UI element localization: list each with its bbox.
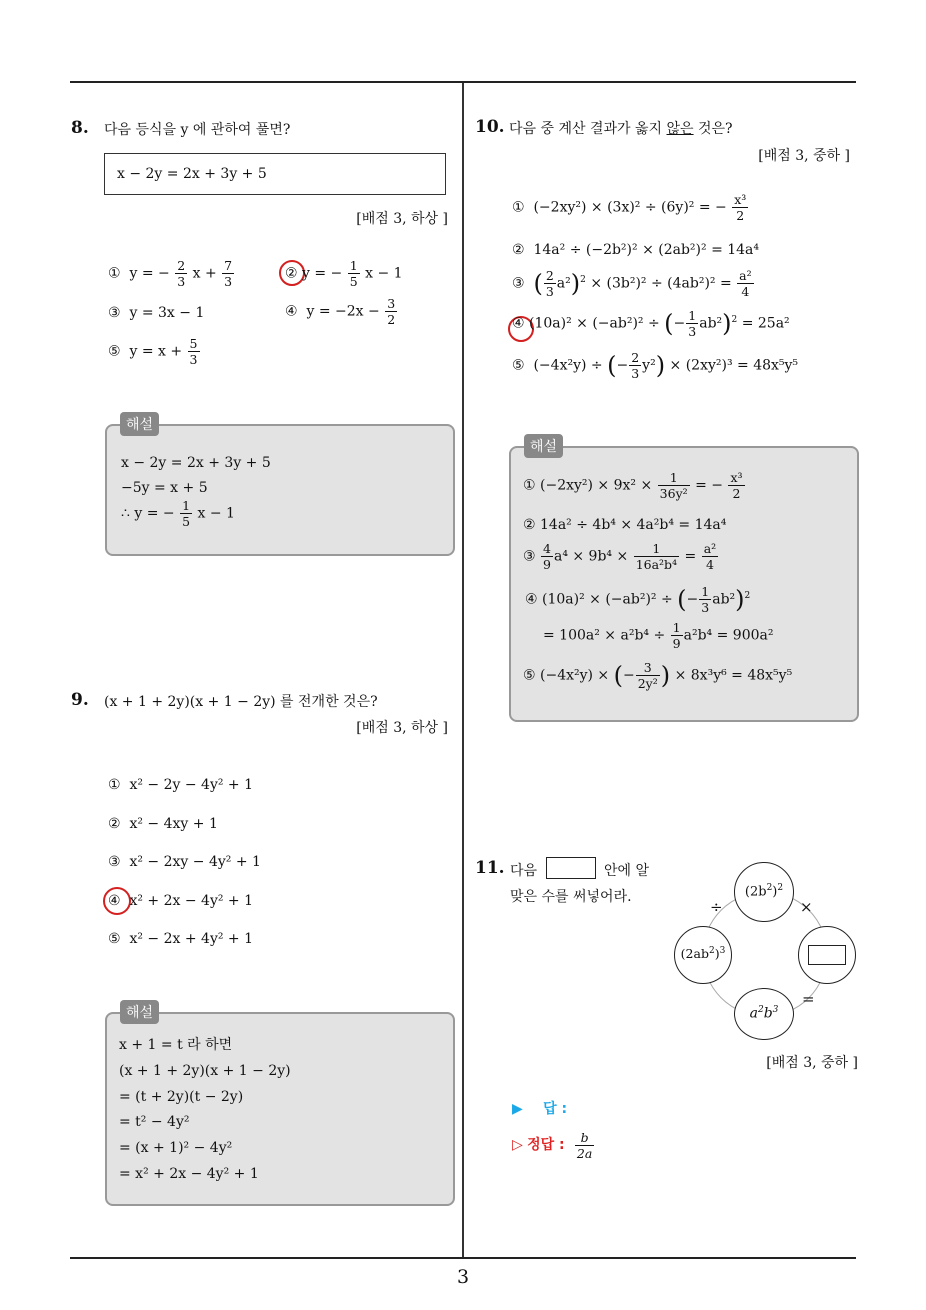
option-mid: × (3b²)² ÷ (4ab²)² = — [590, 275, 732, 292]
option-marker: ③ — [108, 305, 121, 321]
q11-score: [배점 3, 중하 ] — [766, 1055, 858, 1071]
left-paren: ( — [664, 309, 674, 338]
node-base: (2b — [744, 884, 767, 900]
option-inner: y² — [642, 357, 656, 374]
option-prefix: (−4x²y) ÷ — [533, 357, 603, 374]
option-marker: ④ — [108, 893, 121, 909]
option-marker: ① — [108, 777, 121, 793]
solution-prefix: ⑤ (−4x²y) × — [523, 667, 610, 684]
numerator: 1 — [658, 470, 690, 486]
diagram-node-right — [798, 926, 856, 984]
option-suffix: × (2xy²)³ = 48x⁵y⁵ — [669, 357, 799, 374]
exponent: 2 — [757, 1005, 764, 1015]
q9-text: (x + 1 + 2y)(x + 1 − 2y) 를 전개한 것은? — [104, 694, 378, 710]
bottom-rule — [70, 1257, 856, 1259]
left-paren: ( — [533, 269, 543, 298]
q9-option-2[interactable] — [108, 817, 218, 831]
node-base: (2ab — [680, 946, 709, 962]
solution-sign: − — [686, 591, 699, 608]
node-base: b — [763, 1005, 773, 1022]
q9-solution-line-5: = (x + 1)² − 4y² — [119, 1140, 233, 1156]
q9-solution-line-1: x + 1 = t 라 하면 — [119, 1037, 233, 1053]
denominator: 3 — [631, 366, 640, 381]
right-paren: ) — [735, 585, 745, 614]
q10-option-1[interactable] — [512, 192, 749, 223]
denominator: 2 — [732, 486, 741, 501]
fraction — [728, 470, 744, 501]
numerator: x³ — [730, 470, 743, 485]
q9-solution-line-4: = t² − 4y² — [119, 1114, 190, 1130]
q10-score: [배점 3, 중하 ] — [758, 148, 850, 164]
q10-solution-line-5 — [523, 660, 792, 691]
option-marker: ② — [108, 816, 121, 832]
denominator: 16a²b⁴ — [635, 557, 678, 572]
q11-text-pre: 다음 — [510, 863, 538, 879]
q8-solution-line-3 — [121, 498, 235, 529]
numerator: 1 — [672, 620, 681, 635]
q8-option-5[interactable] — [108, 336, 201, 367]
fraction — [222, 258, 234, 289]
q8-solution-box — [105, 424, 455, 556]
q10-text-post: 것은? — [693, 121, 733, 137]
left-paren: ( — [607, 351, 617, 380]
option-sign: − — [673, 315, 686, 332]
node-paren: ) — [714, 946, 720, 962]
fraction — [636, 660, 660, 691]
option-marker: ③ — [108, 854, 121, 870]
option-prefix: y = − — [302, 265, 343, 282]
numerator: a² — [739, 268, 752, 283]
q9-option-1[interactable] — [108, 778, 253, 792]
option-text: x² − 2y − 4y² + 1 — [129, 777, 254, 793]
node-paren: ) — [772, 884, 778, 900]
denominator: 3 — [224, 274, 233, 289]
node-left-label — [675, 946, 731, 961]
option-text: x² − 2xy − 4y² + 1 — [129, 854, 261, 870]
option-marker: ④ — [512, 315, 525, 332]
q8-option-1[interactable] — [108, 258, 235, 289]
operator-multiply: × — [800, 898, 813, 916]
numerator: 4 — [543, 541, 551, 556]
option-marker: ③ — [512, 275, 525, 292]
page-number: 3 — [456, 1266, 470, 1288]
numerator: 7 — [224, 258, 233, 273]
numerator: 3 — [387, 296, 396, 311]
numerator: 1 — [349, 258, 358, 273]
denominator: 5 — [349, 274, 358, 289]
option-prefix: y = −2x − — [306, 303, 380, 320]
numerator: 1 — [634, 541, 679, 557]
q10-solution-line-2: ② 14a² ÷ 4b⁴ × 4a²b⁴ = 14a⁴ — [523, 517, 727, 533]
solution-inner: ab² — [712, 591, 736, 608]
option-text: 14a² ÷ (−2b²)² × (2ab²)² = 14a⁴ — [533, 242, 760, 258]
q11-text-line-2: 맞은 수를 써넣어라. — [510, 889, 632, 905]
denominator: 2y² — [637, 676, 658, 691]
play-arrow-icon: ▶ — [512, 1101, 523, 1117]
solution-mid: a⁴ × 9b⁴ × — [553, 548, 629, 565]
numerator: 5 — [189, 336, 198, 351]
q9-option-4[interactable] — [108, 894, 253, 908]
fraction — [702, 541, 718, 572]
right-paren: ) — [722, 309, 732, 338]
option-prefix: y = − — [129, 265, 170, 282]
option-suffix: = 25a² — [741, 315, 790, 332]
q8-formula: x − 2y = 2x + 3y + 5 — [117, 166, 267, 182]
option-inner: a² — [556, 275, 571, 292]
q9-option-3[interactable] — [108, 855, 261, 869]
q9-number: 9. — [71, 690, 89, 710]
fraction — [686, 308, 698, 339]
q10-solution-line-4b — [543, 620, 773, 651]
numerator: a² — [703, 541, 717, 556]
option-prefix: (−2xy²) × (3x)² ÷ (6y)² = − — [533, 199, 727, 216]
q8-option-4[interactable] — [285, 296, 398, 327]
option-marker: ② — [512, 242, 525, 258]
correct-answer-fraction — [575, 1130, 594, 1161]
option-marker: ⑤ — [108, 931, 121, 947]
correct-answer-row — [512, 1130, 595, 1161]
numerator: 1 — [688, 308, 697, 323]
option-text: x² − 4xy + 1 — [129, 816, 218, 832]
numerator: 1 — [182, 498, 191, 513]
denominator: 2 — [387, 312, 396, 327]
q8-option-3[interactable] — [108, 306, 204, 320]
numerator: 2 — [631, 350, 640, 365]
solution-prefix: ① (−2xy²) × 9x² × — [523, 477, 653, 494]
outline-arrow-icon: ▷ — [512, 1137, 523, 1153]
q10-solution-box — [509, 446, 859, 722]
q8-formula-box — [104, 153, 446, 195]
q8-text: 다음 등식을 y 에 관하여 풀면? — [104, 122, 291, 138]
q10-solution-label: 해설 — [524, 434, 563, 458]
fraction — [629, 350, 641, 381]
denominator: 9 — [672, 636, 681, 651]
q9-solution-label: 해설 — [120, 1000, 159, 1024]
fraction — [175, 258, 187, 289]
option-marker: ① — [108, 265, 121, 282]
denominator: 3 — [688, 324, 697, 339]
fraction — [699, 584, 711, 615]
q9-option-5[interactable] — [108, 932, 253, 946]
option-marker: ① — [512, 199, 525, 216]
fraction — [188, 336, 200, 367]
denominator: 5 — [182, 514, 191, 529]
exponent: 3 — [719, 946, 726, 956]
denominator: 3 — [177, 274, 186, 289]
q10-option-4[interactable] — [512, 308, 790, 339]
option-sign: − — [616, 357, 629, 374]
q10-option-3[interactable] — [512, 268, 755, 299]
exponent: 3 — [772, 1005, 779, 1015]
numerator: 3 — [636, 660, 660, 676]
q9-solution-line-2: (x + 1 + 2y)(x + 1 − 2y) — [119, 1063, 291, 1079]
fraction — [348, 258, 360, 289]
node-top-label — [735, 883, 793, 899]
denominator: 2a — [576, 1146, 593, 1161]
exponent: 2 — [580, 274, 586, 285]
right-paren: ) — [660, 661, 671, 690]
q11-diagram — [672, 860, 858, 1040]
option-marker: ② — [285, 265, 298, 282]
correct-answer-label: 정답 : — [527, 1137, 565, 1153]
exponent: 2 — [731, 314, 738, 325]
answer-row[interactable] — [512, 1098, 567, 1118]
solution-prefix: ∴ y = − — [121, 505, 175, 522]
option-mid: x + — [192, 265, 217, 282]
diagram-blank[interactable] — [808, 945, 846, 965]
q10-number: 10. — [475, 117, 505, 137]
option-text: x² + 2x − 4y² + 1 — [129, 893, 254, 909]
operator-equals: = — [802, 990, 815, 1008]
fraction — [541, 541, 553, 572]
numerator: 2 — [177, 258, 186, 273]
option-prefix: (10a)² × (−ab²)² ÷ — [529, 315, 660, 332]
option-inner: ab² — [699, 315, 723, 332]
q10-option-2[interactable] — [512, 243, 759, 257]
solution-sign: − — [623, 667, 635, 684]
answer-label: 답 : — [543, 1101, 568, 1117]
option-prefix: y = x + — [129, 343, 183, 360]
exponent: 2 — [744, 590, 751, 601]
solution-suffix: a²b⁴ = 900a² — [683, 627, 774, 644]
option-marker: ④ — [285, 303, 298, 320]
q10-text-pre: 다음 중 계산 결과가 옳지 — [509, 121, 667, 137]
denominator: 2 — [736, 208, 745, 223]
q10-text — [509, 118, 733, 138]
exponent: 2 — [708, 946, 715, 956]
fraction — [658, 470, 690, 501]
node-base: a — [749, 1005, 758, 1022]
q11-number: 11. — [475, 858, 505, 878]
node-bottom-label — [735, 1005, 793, 1022]
q9-solution-line-3: = (t + 2y)(t − 2y) — [119, 1089, 244, 1105]
solution-mid: = − — [695, 477, 724, 494]
option-suffix: x − 1 — [365, 265, 403, 282]
denominator: 3 — [701, 600, 710, 615]
option-text: y = 3x − 1 — [129, 305, 205, 321]
option-marker: ⑤ — [108, 343, 121, 360]
left-paren: ( — [677, 585, 687, 614]
q8-solution-label: 해설 — [120, 412, 159, 436]
fraction — [737, 268, 753, 299]
diagram-node-top — [734, 862, 794, 922]
q8-number: 8. — [71, 118, 89, 138]
denominator: 36y² — [659, 486, 688, 501]
right-paren: ) — [570, 269, 581, 298]
denominator: 3 — [545, 284, 554, 299]
left-paren: ( — [613, 661, 623, 690]
q10-option-5[interactable] — [512, 350, 798, 381]
denominator: 9 — [543, 557, 551, 572]
numerator: 2 — [545, 268, 554, 283]
q10-solution-line-4a — [525, 584, 750, 615]
q10-solution-line-1 — [523, 470, 746, 501]
q9-solution-line-6: = x² + 2x − 4y² + 1 — [119, 1166, 259, 1182]
q8-solution-line-1: x − 2y = 2x + 3y + 5 — [121, 455, 271, 471]
fraction — [180, 498, 192, 529]
numerator: 1 — [701, 584, 710, 599]
solution-prefix: ④ (10a)² × (−ab²)² ÷ — [525, 591, 673, 608]
exponent: 2 — [766, 883, 773, 893]
operator-divide: ÷ — [710, 898, 723, 916]
q9-score: [배점 3, 하상 ] — [356, 720, 448, 736]
solution-equals: = — [684, 548, 697, 565]
q8-option-2[interactable] — [285, 258, 403, 289]
numerator: x³ — [734, 192, 747, 207]
right-paren: ) — [655, 351, 666, 380]
numerator: b — [575, 1130, 594, 1146]
exponent: 2 — [777, 883, 784, 893]
diagram-node-left — [674, 926, 732, 984]
column-divider — [462, 83, 464, 1259]
q11-text-post: 안에 알 — [604, 863, 650, 879]
q9-solution-box — [105, 1012, 455, 1206]
denominator: 4 — [705, 557, 714, 572]
q8-score: [배점 3, 하상 ] — [356, 211, 448, 227]
solution-suffix: × 8x³y⁶ = 48x⁵y⁵ — [674, 667, 793, 684]
option-marker: ⑤ — [512, 357, 525, 374]
solution-prefix: ③ — [523, 548, 536, 565]
fraction — [732, 192, 748, 223]
option-text: x² − 2x + 4y² + 1 — [129, 931, 254, 947]
q8-solution-line-2: −5y = x + 5 — [121, 480, 208, 496]
fraction — [385, 296, 397, 327]
answer-blank[interactable] — [546, 857, 596, 879]
fraction — [671, 620, 683, 651]
fraction — [634, 541, 679, 572]
fraction — [544, 268, 556, 299]
denominator: 3 — [189, 352, 198, 367]
denominator: 4 — [741, 284, 750, 299]
q10-text-underline: 않은 — [666, 121, 694, 137]
q10-solution-line-3 — [523, 541, 719, 572]
solution-suffix: x − 1 — [197, 505, 235, 522]
solution-prefix: = 100a² × a²b⁴ ÷ — [543, 627, 666, 644]
diagram-node-bottom — [734, 988, 794, 1040]
